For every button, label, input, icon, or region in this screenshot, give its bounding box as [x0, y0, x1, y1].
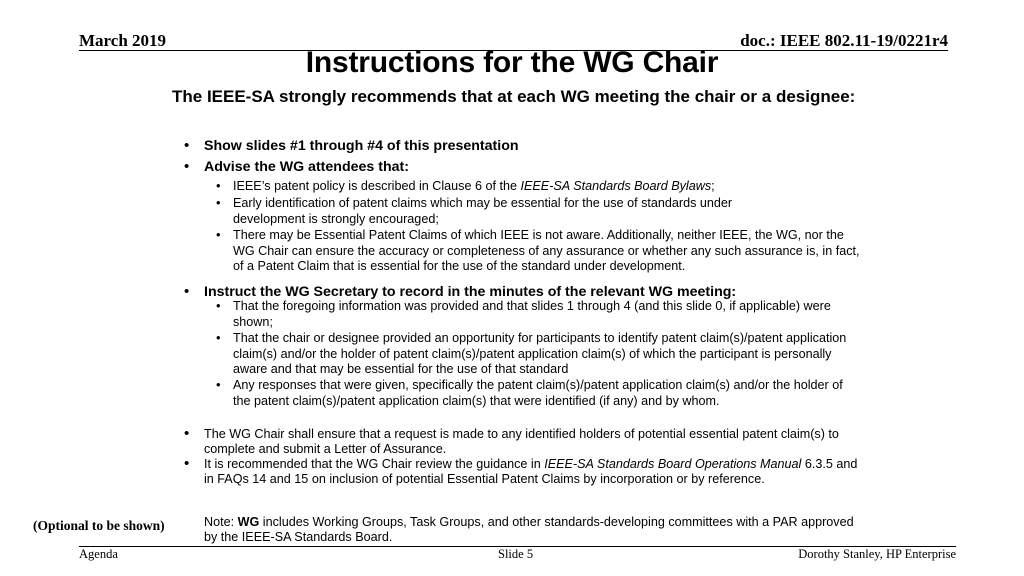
recommend-text-a: It is recommended that the WG Chair review the guidance in: [204, 457, 545, 471]
header-date: March 2019: [79, 31, 167, 50]
footer-author: Dorothy Stanley, HP Enterprise: [798, 547, 956, 561]
sub-item-unaware: There may be Essential Patent Claims of which IEEE is not aware. Additionally, neither IEEE, the WG, nor the WG Chair can ensure the accuracy or completeness of any assurance or whether any such assurance is, in fact, of a Patent Claim that is essential for the use of the standard under development.: [233, 228, 860, 274]
policy-text-em: IEEE-SA Standards Board Bylaws: [520, 179, 712, 193]
slide-title: Instructions for the WG Chair: [305, 46, 719, 79]
sub-bullet-icon: •: [216, 298, 221, 313]
note-prefix: Note:: [204, 515, 238, 529]
item-advise: Advise the WG attendees that:: [204, 159, 409, 175]
footer-left: Agenda: [79, 547, 118, 561]
item-ensure: The WG Chair shall ensure that a request is made to any identified holders of potential essential patent claim(s) to complete and submit a Letter of Assurance.: [204, 427, 839, 457]
bullet-icon: •: [184, 283, 190, 300]
sub-bullet-icon: •: [216, 178, 221, 193]
sub-item-early: Early identification of patent claims which may be essential for the use of standards under development is strongly encouraged;: [233, 196, 733, 226]
sub-item-opportunity: That the chair or designee provided an opportunity for participants to identify patent claim(s)/patent application claim(s) and/or the holder of patent claim(s)/patent application claim(s) of which the participant is personally aware and that may be essential for the use of that standard: [233, 331, 847, 377]
item-show-slides: Show slides #1 through #4 of this presentation: [204, 138, 519, 154]
bullet-icon: •: [184, 455, 190, 472]
item-recommend: [204, 457, 859, 488]
note-body: includes Working Groups, Task Groups, and other standards-developing committees with a PAR approved by the IEEE-SA Standards Board.: [204, 515, 854, 545]
recommend-text-em: IEEE-SA Standards Board Operations Manual: [544, 457, 802, 471]
note-bold: WG: [237, 515, 260, 529]
sub-bullet-icon: •: [216, 377, 221, 392]
policy-text-a: IEEE’s patent policy is described in Clause 6 of the: [233, 179, 521, 193]
recommend-text-b: 6.3.5 and in FAQs 14 and 15 on inclusion of potential Essential Patent Claims by incorporation or by reference.: [204, 457, 858, 487]
bullet-icon: •: [184, 425, 190, 442]
sub-item-foregoing: That the foregoing information was provided and that slides 1 through 4 (and this slide 0, if applicable) were shown;: [233, 299, 831, 329]
sub-bullet-icon: •: [216, 330, 221, 345]
sub-item-policy: [233, 179, 873, 195]
sub-bullet-icon: •: [216, 195, 221, 210]
item-instruct: Instruct the WG Secretary to record in the minutes of the relevant WG meeting:: [204, 284, 737, 300]
bullet-icon: •: [184, 158, 190, 175]
sub-item-responses: Any responses that were given, specifically the patent claim(s)/patent application claim(s) and/or the holder of the patent claim(s)/patent application claim(s) that were identified (if any) and by whom.: [233, 378, 843, 408]
footer-slide-number: Slide 5: [498, 547, 534, 561]
header-doc-id: doc.: IEEE 802.11-19/0221r4: [740, 31, 948, 50]
intro-text: The IEEE-SA strongly recommends that at each WG meeting the chair or a designee:: [172, 87, 856, 106]
sub-bullet-icon: •: [216, 227, 221, 242]
bullet-icon: •: [184, 137, 190, 154]
note-text: [204, 515, 854, 546]
optional-label: (Optional to be shown): [33, 518, 165, 533]
policy-text-b: ;: [711, 179, 715, 193]
